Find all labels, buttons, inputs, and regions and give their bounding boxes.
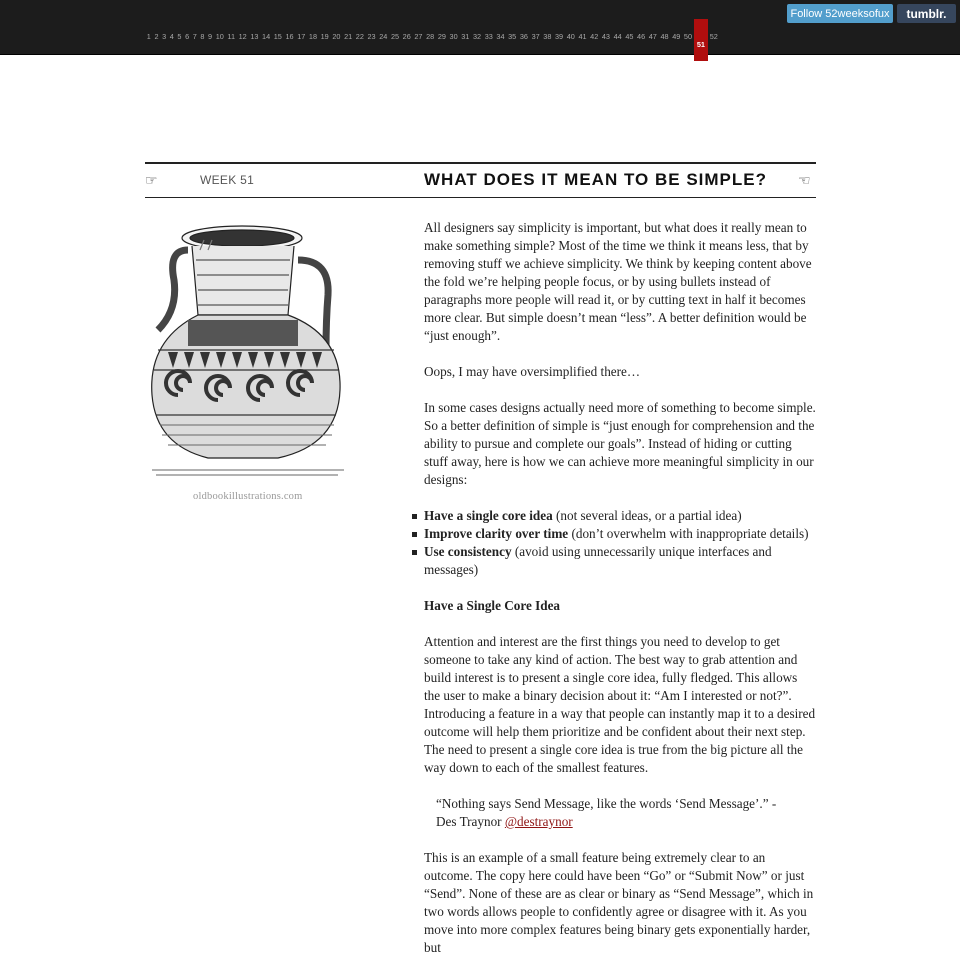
list-item-text: (don’t overwhelm with inappropriate details) bbox=[568, 526, 809, 541]
week-link-43[interactable]: 43 bbox=[601, 31, 610, 41]
week-link-15[interactable]: 15 bbox=[273, 31, 282, 41]
week-link-25[interactable]: 25 bbox=[390, 31, 400, 41]
week-link-8[interactable]: 8 bbox=[200, 31, 205, 41]
week-link-13[interactable]: 13 bbox=[250, 31, 259, 41]
week-link-52[interactable]: 52 bbox=[709, 31, 718, 41]
week-link-26[interactable]: 26 bbox=[402, 31, 411, 41]
tumblr-logo-button[interactable]: tumblr. bbox=[897, 4, 956, 23]
week-link-14[interactable]: 14 bbox=[262, 31, 271, 41]
paragraph: This is an example of a small feature being extremely clear to an outcome. The copy here could have been “Go” or “Submit Now” or just “Send”. None of these are as clear or binary as “Send Message”, which in two words allows people to confidently agree or disagree with it. As you move into more complex features being binary gets exponentially harder, but bbox=[424, 850, 814, 955]
week-link-49[interactable]: 49 bbox=[672, 31, 681, 41]
week-link-11[interactable]: 11 bbox=[227, 31, 235, 41]
week-link-32[interactable]: 32 bbox=[472, 31, 482, 41]
author-twitter-link[interactable]: @destraynor bbox=[504, 814, 573, 829]
quote bbox=[436, 795, 796, 831]
week-link-12[interactable]: 12 bbox=[238, 31, 247, 41]
week-link-17[interactable]: 17 bbox=[297, 31, 306, 41]
week-link-16[interactable]: 16 bbox=[285, 31, 294, 41]
week-link-10[interactable]: 10 bbox=[215, 31, 224, 41]
post-title: WHAT DOES IT MEAN TO BE SIMPLE? bbox=[424, 170, 767, 189]
week-link-19[interactable]: 19 bbox=[320, 31, 329, 41]
week-link-41[interactable]: 41 bbox=[578, 31, 587, 41]
week-link-21[interactable]: 21 bbox=[344, 31, 353, 41]
header-rule-bottom bbox=[145, 197, 816, 198]
list-item-bold: Improve clarity over time bbox=[424, 526, 569, 541]
list-item bbox=[424, 543, 816, 579]
list-item-bold: Have a single core idea bbox=[424, 508, 553, 523]
top-bar bbox=[0, 0, 960, 55]
bullet-list bbox=[424, 507, 816, 579]
week-link-20[interactable]: 20 bbox=[332, 31, 341, 41]
week-link-37[interactable]: 37 bbox=[531, 31, 540, 41]
week-link-38[interactable]: 38 bbox=[543, 31, 552, 41]
week-link-46[interactable]: 46 bbox=[637, 31, 646, 41]
pointing-hand-left-icon: ☜ bbox=[798, 173, 811, 189]
week-link-24[interactable]: 24 bbox=[379, 31, 388, 41]
paragraph: Oops, I may have oversimplified there… bbox=[424, 364, 641, 379]
image-credit: oldbookillustrations.com bbox=[193, 491, 303, 502]
list-item-text: (not several ideas, or a partial idea) bbox=[552, 508, 742, 523]
week-link-51[interactable]: 51 bbox=[694, 19, 708, 61]
week-link-47[interactable]: 47 bbox=[648, 31, 657, 41]
week-link-42[interactable]: 42 bbox=[590, 31, 599, 41]
list-item-bold: Use consistency bbox=[424, 544, 512, 559]
section-heading: Have a Single Core Idea bbox=[424, 598, 561, 613]
quote-text: “Nothing says Send Message, like the words ‘Send Message’.” - Des Traynor bbox=[436, 796, 777, 829]
week-link-48[interactable]: 48 bbox=[660, 31, 669, 41]
follow-button[interactable]: Follow 52weeksofux bbox=[787, 4, 893, 23]
week-link-27[interactable]: 27 bbox=[414, 31, 423, 41]
week-link-23[interactable]: 23 bbox=[367, 31, 376, 41]
week-link-2[interactable]: 2 bbox=[154, 31, 159, 41]
week-link-5[interactable]: 5 bbox=[177, 31, 182, 41]
paragraph: Attention and interest are the first things you need to develop to get someone to take any kind of action. The best way to grab attention and build interest is to present a single core idea, fully fledged. This allows the user to make a binary decision about it: “Am I interested or not?”. Introducing a feature in a way that people can instantly map it to a desired outcome will help them prioritize and be confident about their next step. The need to present a single core idea is true from the big picture all the way down to each of the smallest features. bbox=[424, 634, 816, 775]
week-link-36[interactable]: 36 bbox=[519, 31, 528, 41]
week-link-18[interactable]: 18 bbox=[308, 31, 318, 41]
week-link-44[interactable]: 44 bbox=[613, 31, 622, 41]
week-label: WEEK 51 bbox=[200, 173, 255, 187]
week-link-39[interactable]: 39 bbox=[555, 31, 564, 41]
week-navigation bbox=[145, 27, 720, 49]
post-body bbox=[424, 219, 816, 975]
week-link-22[interactable]: 22 bbox=[355, 31, 364, 41]
week-link-7[interactable]: 7 bbox=[192, 31, 197, 41]
week-link-28[interactable]: 28 bbox=[426, 31, 435, 41]
paragraph: In some cases designs actually need more of something to become simple. So a better definition of simple is “just enough for comprehension and the ability to pursue and complete our goals”. Instead of hiding or cutting stuff away, here is how we can achieve more meaningful simplicity in our designs: bbox=[424, 400, 816, 487]
week-link-1[interactable]: 1 bbox=[146, 31, 151, 41]
week-link-30[interactable]: 30 bbox=[449, 31, 458, 41]
list-item bbox=[424, 525, 816, 543]
week-link-9[interactable]: 9 bbox=[208, 31, 213, 41]
week-link-45[interactable]: 45 bbox=[625, 31, 634, 41]
week-link-6[interactable]: 6 bbox=[185, 31, 190, 41]
pointing-hand-right-icon: ☞ bbox=[145, 173, 158, 189]
week-link-40[interactable]: 40 bbox=[566, 31, 575, 41]
week-link-34[interactable]: 34 bbox=[496, 31, 505, 41]
vase-illustration bbox=[148, 220, 348, 510]
list-item-text: (avoid using unnecessarily unique interfaces and messages) bbox=[424, 544, 772, 577]
week-link-3[interactable]: 3 bbox=[162, 31, 167, 41]
week-link-50[interactable]: 50 bbox=[683, 31, 693, 41]
week-link-31[interactable]: 31 bbox=[461, 31, 470, 41]
paragraph: All designers say simplicity is important, but what does it really mean to make something simple? Most of the time we think it means less, that by removing stuff we achieve simplicity. We think by keeping content above the fold we’re helping people focus, or by using bullets instead of paragraphs more people will read it, or by cutting text in half it becomes more clear. But simple doesn’t mean “less”. A better definition would be “just enough”. bbox=[424, 220, 812, 343]
week-link-4[interactable]: 4 bbox=[169, 31, 174, 41]
header-rule-top bbox=[145, 162, 816, 164]
week-link-33[interactable]: 33 bbox=[484, 31, 493, 41]
list-item bbox=[424, 507, 816, 525]
week-link-29[interactable]: 29 bbox=[437, 31, 446, 41]
week-link-35[interactable]: 35 bbox=[508, 31, 517, 41]
